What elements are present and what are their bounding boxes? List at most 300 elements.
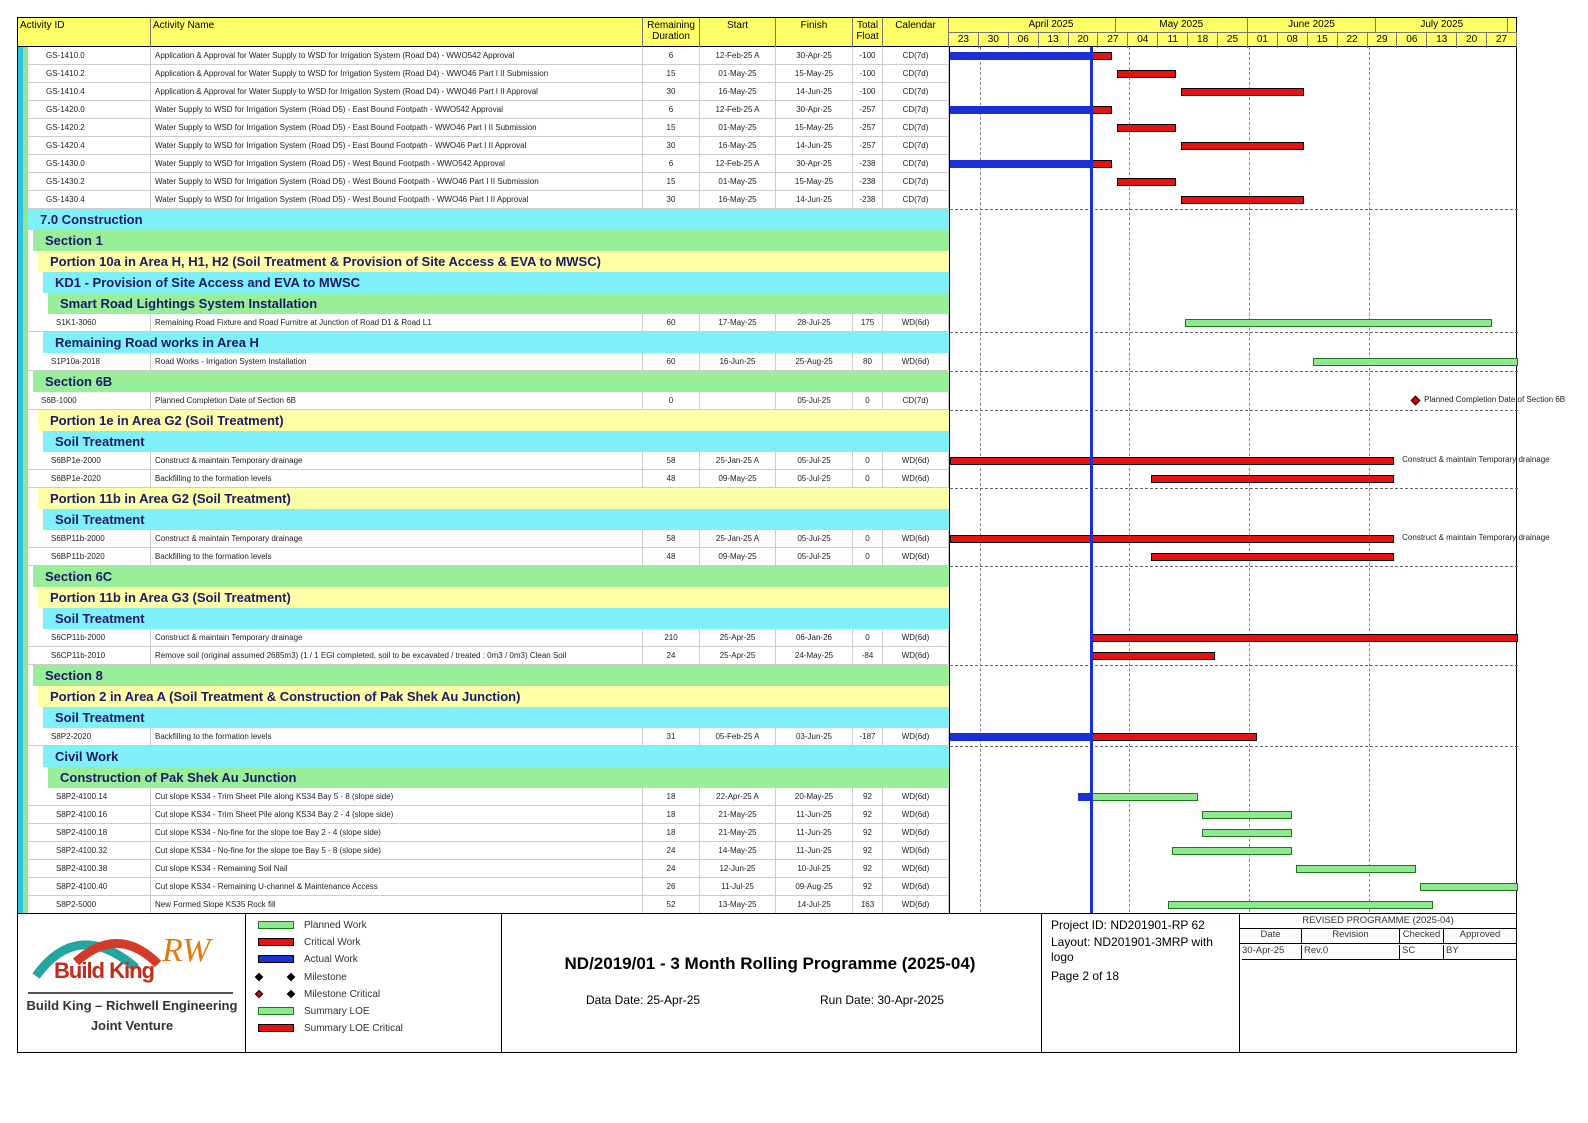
cell-total-float: 92 bbox=[853, 878, 883, 896]
rev-h-approved: Approved bbox=[1444, 929, 1516, 944]
table-row[interactable] bbox=[18, 101, 949, 119]
gantt-heading-band bbox=[950, 665, 1518, 686]
cell-activity-id: S8P2-4100.40 bbox=[52, 878, 151, 896]
cell-activity-name: Planned Completion Date of Section 6B bbox=[151, 392, 643, 410]
cell-remaining-duration: 6 bbox=[643, 155, 700, 173]
critical-bar[interactable] bbox=[1091, 52, 1112, 60]
cell-finish: 05-Jul-25 bbox=[776, 452, 853, 470]
gantt-vgridline bbox=[1249, 47, 1250, 942]
cell-total-float: 92 bbox=[853, 860, 883, 878]
rev-revision: Rev.0 bbox=[1302, 945, 1400, 960]
cell-remaining-duration: 58 bbox=[643, 530, 700, 548]
wbs-heading[interactable] bbox=[18, 371, 949, 392]
cell-activity-name: Cut slope KS34 - Remaining U-channel & Maintenance Access bbox=[151, 878, 643, 896]
cell-total-float: 92 bbox=[853, 788, 883, 806]
cell-activity-name: Cut slope KS34 - Trim Sheet Pile along KS34 Bay 2 - 4 (slope side) bbox=[151, 806, 643, 824]
month-label: July 2025 bbox=[1376, 18, 1508, 33]
table-row[interactable] bbox=[18, 806, 949, 824]
cell-calendar: CD(7d) bbox=[883, 191, 949, 209]
table-row[interactable] bbox=[18, 137, 949, 155]
week-label: 22 bbox=[1338, 33, 1368, 48]
cell-remaining-duration: 210 bbox=[643, 629, 700, 647]
cell-finish: 25-Aug-25 bbox=[776, 353, 853, 371]
gantt-heading-band bbox=[950, 746, 1518, 767]
cell-calendar: WD(6d) bbox=[883, 878, 949, 896]
cell-total-float: 80 bbox=[853, 353, 883, 371]
cell-remaining-duration: 48 bbox=[643, 470, 700, 488]
company-line-1: Build King – Richwell Engineering bbox=[26, 998, 238, 1013]
table-row[interactable] bbox=[18, 728, 949, 746]
cell-activity-name: Cut slope KS34 - No-fine for the slope toe Bay 5 - 8 (slope side) bbox=[151, 842, 643, 860]
critical-bar[interactable] bbox=[1091, 160, 1112, 168]
table-row[interactable] bbox=[18, 629, 949, 647]
wbs-heading-text: Portion 1e in Area G2 (Soil Treatment) bbox=[50, 413, 284, 428]
planned-bar[interactable] bbox=[1202, 811, 1292, 819]
gantt-gridline bbox=[950, 665, 1518, 666]
cell-start: 09-May-25 bbox=[700, 548, 776, 566]
gantt-gridline bbox=[950, 371, 1518, 372]
page-number: Page 2 of 18 bbox=[1051, 969, 1120, 983]
critical-bar[interactable] bbox=[1151, 553, 1394, 561]
cell-calendar: WD(6d) bbox=[883, 452, 949, 470]
table-row[interactable] bbox=[18, 47, 949, 65]
critical-bar[interactable] bbox=[1151, 475, 1394, 483]
gantt-heading-band bbox=[950, 251, 1518, 272]
cell-remaining-duration: 30 bbox=[643, 83, 700, 101]
wbs-heading[interactable] bbox=[18, 746, 949, 767]
table-row[interactable] bbox=[18, 353, 949, 371]
cell-start: 09-May-25 bbox=[700, 470, 776, 488]
week-label: 27 bbox=[1098, 33, 1128, 48]
cell-finish: 30-Apr-25 bbox=[776, 101, 853, 119]
table-row[interactable] bbox=[18, 788, 949, 806]
cell-total-float: 92 bbox=[853, 842, 883, 860]
data-date: Data Date: 25-Apr-25 bbox=[586, 993, 701, 1007]
schedule-body bbox=[17, 47, 1566, 942]
cell-calendar: CD(7d) bbox=[883, 392, 949, 410]
cell-start: 17-May-25 bbox=[700, 314, 776, 332]
wbs-heading-text: Portion 2 in Area A (Soil Treatment & Construction of Pak Shek Au Junction) bbox=[50, 689, 521, 704]
cell-remaining-duration: 31 bbox=[643, 728, 700, 746]
wbs-heading[interactable] bbox=[18, 608, 949, 629]
cell-total-float: 0 bbox=[853, 470, 883, 488]
wbs-heading[interactable] bbox=[18, 566, 949, 587]
gantt-heading-band bbox=[950, 293, 1518, 314]
gantt-chart bbox=[949, 47, 1566, 942]
wbs-heading[interactable] bbox=[18, 707, 949, 728]
critical-bar[interactable] bbox=[950, 457, 1394, 465]
wbs-heading-text: Construction of Pak Shek Au Junction bbox=[60, 770, 297, 785]
col-calendar[interactable]: Calendar bbox=[883, 18, 949, 48]
wbs-heading[interactable] bbox=[18, 209, 949, 230]
col-total-float[interactable]: Total Float bbox=[853, 18, 883, 48]
cell-total-float: 0 bbox=[853, 548, 883, 566]
wbs-heading[interactable] bbox=[18, 251, 949, 272]
legend-label: Summary LOE Critical bbox=[304, 1023, 403, 1035]
cell-activity-id: S6BP11b-2020 bbox=[47, 548, 151, 566]
cell-start: 05-Feb-25 A bbox=[700, 728, 776, 746]
critical-bar[interactable] bbox=[1117, 70, 1177, 78]
cell-start: 16-May-25 bbox=[700, 137, 776, 155]
rev-h-revision: Revision bbox=[1302, 929, 1400, 944]
week-label: 13 bbox=[1427, 33, 1457, 48]
layout-name: Layout: ND201901-3MRP with logo bbox=[1051, 935, 1213, 964]
wbs-heading-text: Soil Treatment bbox=[55, 434, 145, 449]
cell-total-float: -257 bbox=[853, 119, 883, 137]
cell-start: 12-Feb-25 A bbox=[700, 101, 776, 119]
cell-start: 21-May-25 bbox=[700, 824, 776, 842]
cell-start: 01-May-25 bbox=[700, 119, 776, 137]
legend-label: Actual Work bbox=[304, 954, 358, 966]
table-row[interactable] bbox=[18, 647, 949, 665]
cell-calendar: WD(6d) bbox=[883, 728, 949, 746]
week-label: 23 bbox=[949, 33, 979, 48]
cell-start: 01-May-25 bbox=[700, 173, 776, 191]
actual-bar[interactable] bbox=[950, 160, 1091, 168]
week-label: 04 bbox=[1128, 33, 1158, 48]
table-header bbox=[17, 17, 1517, 47]
cell-total-float: -100 bbox=[853, 65, 883, 83]
cell-activity-name: Construct & maintain Temporary drainage bbox=[151, 452, 643, 470]
cell-remaining-duration: 18 bbox=[643, 788, 700, 806]
cell-calendar: WD(6d) bbox=[883, 353, 949, 371]
table-row[interactable] bbox=[18, 470, 949, 488]
cell-remaining-duration: 15 bbox=[643, 65, 700, 83]
week-label: 29 bbox=[1368, 33, 1398, 48]
cell-start: 16-May-25 bbox=[700, 83, 776, 101]
legend-swatch bbox=[258, 1007, 294, 1015]
wbs-heading-text: Section 6C bbox=[45, 569, 113, 584]
table-row[interactable] bbox=[18, 452, 949, 470]
cell-remaining-duration: 15 bbox=[643, 119, 700, 137]
cell-activity-id: S1K1-3060 bbox=[52, 314, 151, 332]
cell-remaining-duration: 6 bbox=[643, 101, 700, 119]
cell-calendar: CD(7d) bbox=[883, 155, 949, 173]
table-row[interactable] bbox=[18, 530, 949, 548]
table-row[interactable] bbox=[18, 191, 949, 209]
cell-calendar: WD(6d) bbox=[883, 788, 949, 806]
cell-remaining-duration: 18 bbox=[643, 824, 700, 842]
wbs-heading[interactable] bbox=[18, 293, 949, 314]
week-label: 11 bbox=[1158, 33, 1188, 48]
cell-activity-id: GS-1420.4 bbox=[42, 137, 151, 155]
wbs-heading[interactable] bbox=[18, 767, 949, 788]
critical-bar[interactable] bbox=[1091, 106, 1112, 114]
cell-total-float: 175 bbox=[853, 314, 883, 332]
gantt-heading-band bbox=[950, 686, 1518, 707]
table-row[interactable] bbox=[18, 842, 949, 860]
gantt-gridline bbox=[950, 410, 1518, 411]
planned-bar[interactable] bbox=[1091, 793, 1198, 801]
cell-finish: 14-Jun-25 bbox=[776, 191, 853, 209]
critical-bar[interactable] bbox=[1117, 124, 1177, 132]
table-row[interactable] bbox=[18, 860, 949, 878]
cell-start: 16-Jun-25 bbox=[700, 353, 776, 371]
table-row[interactable] bbox=[18, 155, 949, 173]
cell-activity-id: GS-1410.4 bbox=[42, 83, 151, 101]
cell-activity-id: GS-1420.2 bbox=[42, 119, 151, 137]
legend-label: Milestone bbox=[304, 971, 347, 983]
cell-total-float: 0 bbox=[853, 629, 883, 647]
cell-finish: 05-Jul-25 bbox=[776, 548, 853, 566]
critical-bar[interactable] bbox=[1117, 178, 1177, 186]
wbs-heading[interactable] bbox=[18, 509, 949, 530]
gantt-heading-band bbox=[950, 587, 1518, 608]
planned-bar[interactable] bbox=[1313, 358, 1518, 366]
cell-remaining-duration: 18 bbox=[643, 806, 700, 824]
data-date-line bbox=[1090, 47, 1093, 942]
week-label: 15 bbox=[1308, 33, 1338, 48]
rev-h-checked: Checked bbox=[1400, 929, 1444, 944]
cell-start: 14-May-25 bbox=[700, 842, 776, 860]
cell-calendar: WD(6d) bbox=[883, 470, 949, 488]
wbs-heading-text: Portion 10a in Area H, H1, H2 (Soil Treatment & Provision of Site Access & EVA to MWSC) bbox=[50, 254, 601, 269]
cell-remaining-duration: 30 bbox=[643, 137, 700, 155]
table-row[interactable] bbox=[18, 65, 949, 83]
gantt-heading-band bbox=[950, 332, 1518, 353]
cell-total-float: -100 bbox=[853, 47, 883, 65]
cell-calendar: CD(7d) bbox=[883, 173, 949, 191]
wbs-heading[interactable] bbox=[18, 587, 949, 608]
cell-total-float: 92 bbox=[853, 824, 883, 842]
cell-activity-id: GS-1420.0 bbox=[42, 101, 151, 119]
programme-title: ND/2019/01 - 3 Month Rolling Programme (2025-04) bbox=[564, 954, 976, 973]
wbs-heading-text: Section 8 bbox=[45, 668, 103, 683]
cell-calendar: WD(6d) bbox=[883, 548, 949, 566]
gantt-heading-band bbox=[950, 767, 1518, 788]
cell-activity-name: Water Supply to WSD for Irrigation System (Road D5) - West Bound Footpath - WWO46 Part I II Submission bbox=[151, 173, 643, 191]
cell-finish: 11-Jun-25 bbox=[776, 824, 853, 842]
cell-activity-id: GS-1410.2 bbox=[42, 65, 151, 83]
milestone-critical-icon bbox=[287, 990, 295, 998]
legend-swatch bbox=[258, 921, 294, 929]
critical-bar[interactable] bbox=[1091, 634, 1518, 642]
legend-swatch bbox=[258, 955, 294, 963]
cell-finish: 28-Jul-25 bbox=[776, 314, 853, 332]
cell-calendar: WD(6d) bbox=[883, 806, 949, 824]
schedule-sheet bbox=[17, 17, 1566, 1071]
cell-activity-name: Application & Approval for Water Supply to WSD for Irrigation System (Road D4) - WWO46 Part I II Submission bbox=[151, 65, 643, 83]
cell-activity-id: S8P2-4100.32 bbox=[52, 842, 151, 860]
legend-label: Summary LOE bbox=[304, 1006, 370, 1017]
wbs-heading-text: Civil Work bbox=[55, 749, 119, 764]
rev-date: 30-Apr-25 bbox=[1242, 945, 1302, 960]
cell-start: 12-Feb-25 A bbox=[700, 155, 776, 173]
cell-remaining-duration: 60 bbox=[643, 353, 700, 371]
cell-activity-id: GS-1430.4 bbox=[42, 191, 151, 209]
actual-bar[interactable] bbox=[950, 106, 1091, 114]
table-row[interactable] bbox=[18, 173, 949, 191]
wbs-heading[interactable] bbox=[18, 230, 949, 251]
cell-finish: 06-Jan-26 bbox=[776, 629, 853, 647]
col-finish[interactable]: Finish bbox=[776, 18, 853, 48]
gantt-heading-band bbox=[950, 371, 1518, 392]
cell-start: 12-Feb-25 A bbox=[700, 47, 776, 65]
cell-activity-name: Construct & maintain Temporary drainage bbox=[151, 629, 643, 647]
cell-calendar: WD(6d) bbox=[883, 647, 949, 665]
wbs-heading[interactable] bbox=[18, 332, 949, 353]
cell-activity-name: New Formed Slope KS35 Rock fill bbox=[151, 896, 643, 914]
cell-calendar: CD(7d) bbox=[883, 119, 949, 137]
col-start[interactable]: Start bbox=[700, 18, 776, 48]
month-label: May 2025 bbox=[1116, 18, 1248, 33]
cell-start: 12-Jun-25 bbox=[700, 860, 776, 878]
week-label: 08 bbox=[1278, 33, 1308, 48]
gantt-heading-band bbox=[950, 707, 1518, 728]
planned-bar[interactable] bbox=[1420, 883, 1518, 891]
gantt-heading-band bbox=[950, 410, 1518, 431]
planned-bar[interactable] bbox=[1168, 901, 1433, 909]
cell-start: 25-Apr-25 bbox=[700, 629, 776, 647]
revised-title: REVISED PROGRAMME (2025-04) bbox=[1240, 915, 1516, 929]
cell-activity-id: S6B-1000 bbox=[37, 392, 151, 410]
cell-finish: 15-May-25 bbox=[776, 173, 853, 191]
cell-finish: 20-May-25 bbox=[776, 788, 853, 806]
cell-finish: 30-Apr-25 bbox=[776, 155, 853, 173]
cell-activity-name: Cut slope KS34 - No-fine for the slope toe Bay 2 - 4 (slope side) bbox=[151, 824, 643, 842]
table-row[interactable] bbox=[18, 548, 949, 566]
gantt-gridline bbox=[950, 332, 1518, 333]
cell-activity-id: S8P2-4100.18 bbox=[52, 824, 151, 842]
cell-finish: 24-May-25 bbox=[776, 647, 853, 665]
table-row[interactable] bbox=[18, 896, 949, 914]
cell-activity-id: GS-1430.2 bbox=[42, 173, 151, 191]
cell-remaining-duration: 52 bbox=[643, 896, 700, 914]
table-row[interactable] bbox=[18, 392, 949, 410]
legend-box bbox=[246, 914, 502, 1052]
gantt-heading-band bbox=[950, 608, 1518, 629]
col-remaining-duration[interactable]: Remaining Duration bbox=[643, 18, 700, 48]
cell-remaining-duration: 0 bbox=[643, 392, 700, 410]
project-box bbox=[1042, 914, 1240, 1052]
cell-activity-name: Water Supply to WSD for Irrigation System (Road D5) - West Bound Footpath - WWO542 Approval bbox=[151, 155, 643, 173]
actual-bar[interactable] bbox=[950, 733, 1091, 741]
gantt-bar-label: Construct & maintain Temporary drainage bbox=[1402, 533, 1550, 542]
cell-activity-name: Backfilling to the formation levels bbox=[151, 470, 643, 488]
milestone-critical-icon[interactable] bbox=[1411, 396, 1421, 406]
col-activity-id[interactable]: Activity ID bbox=[18, 18, 151, 48]
cell-total-float: 0 bbox=[853, 452, 883, 470]
cell-activity-name: Water Supply to WSD for Irrigation System (Road D5) - East Bound Footpath - WWO46 Part I II Submission bbox=[151, 119, 643, 137]
cell-start: 13-May-25 bbox=[700, 896, 776, 914]
wbs-heading-text: 7.0 Construction bbox=[40, 212, 143, 227]
cell-activity-name: Remove soil (original assumed 2685m3) (1 / 1 EGI completed, soil to be excavated / treated : 0m3 / 0m3) Clean Soil bbox=[151, 647, 643, 665]
table-row[interactable] bbox=[18, 314, 949, 332]
run-date: Run Date: 30-Apr-2025 bbox=[820, 993, 945, 1007]
cell-activity-id: S6CP11b-2010 bbox=[47, 647, 151, 665]
cell-finish: 05-Jul-25 bbox=[776, 470, 853, 488]
planned-bar[interactable] bbox=[1185, 319, 1492, 327]
legend-swatch bbox=[258, 938, 294, 946]
cell-calendar: WD(6d) bbox=[883, 314, 949, 332]
wbs-heading-text: Portion 11b in Area G3 (Soil Treatment) bbox=[50, 590, 291, 605]
gantt-heading-band bbox=[950, 509, 1518, 530]
cell-activity-name: Application & Approval for Water Supply to WSD for Irrigation System (Road D4) - WWO542 Approval bbox=[151, 47, 643, 65]
critical-bar[interactable] bbox=[1181, 196, 1305, 204]
cell-start bbox=[700, 392, 776, 410]
wbs-heading[interactable] bbox=[18, 488, 949, 509]
cell-total-float: -257 bbox=[853, 101, 883, 119]
cell-activity-name: Water Supply to WSD for Irrigation System (Road D5) - East Bound Footpath - WWO46 Part I II Approval bbox=[151, 137, 643, 155]
cell-finish: 14-Jul-25 bbox=[776, 896, 853, 914]
milestone-icon bbox=[287, 972, 295, 980]
col-activity-name[interactable]: Activity Name bbox=[151, 18, 643, 48]
table-row[interactable] bbox=[18, 878, 949, 896]
wbs-heading[interactable] bbox=[18, 665, 949, 686]
critical-bar[interactable] bbox=[1091, 652, 1215, 660]
cell-finish: 05-Jul-25 bbox=[776, 392, 853, 410]
wbs-heading[interactable] bbox=[18, 686, 949, 707]
cell-activity-name: Road Works - Irrigation System Installation bbox=[151, 353, 643, 371]
cell-total-float: -84 bbox=[853, 647, 883, 665]
planned-bar[interactable] bbox=[1202, 829, 1292, 837]
week-label: 18 bbox=[1188, 33, 1218, 48]
cell-activity-name: Water Supply to WSD for Irrigation System (Road D5) - West Bound Footpath - WWO46 Part I II Approval bbox=[151, 191, 643, 209]
cell-finish: 05-Jul-25 bbox=[776, 530, 853, 548]
table-row[interactable] bbox=[18, 824, 949, 842]
cell-remaining-duration: 48 bbox=[643, 548, 700, 566]
critical-bar[interactable] bbox=[1091, 733, 1258, 741]
gantt-gridline bbox=[950, 488, 1518, 489]
cell-remaining-duration: 15 bbox=[643, 173, 700, 191]
critical-bar[interactable] bbox=[950, 535, 1394, 543]
cell-total-float: -238 bbox=[853, 173, 883, 191]
cell-activity-id: S8P2-4100.38 bbox=[52, 860, 151, 878]
planned-bar[interactable] bbox=[1172, 847, 1292, 855]
actual-bar[interactable] bbox=[950, 52, 1091, 60]
cell-start: 22-Apr-25 A bbox=[700, 788, 776, 806]
wbs-heading[interactable] bbox=[18, 410, 949, 431]
wbs-heading[interactable] bbox=[18, 272, 949, 293]
cell-remaining-duration: 24 bbox=[643, 860, 700, 878]
cell-activity-id: S8P2-4100.16 bbox=[52, 806, 151, 824]
cell-activity-name: Water Supply to WSD for Irrigation System (Road D5) - East Bound Footpath - WWO542 Approval bbox=[151, 101, 643, 119]
cell-finish: 30-Apr-25 bbox=[776, 47, 853, 65]
cell-total-float: -257 bbox=[853, 137, 883, 155]
cell-start: 11-Jul-25 bbox=[700, 878, 776, 896]
gantt-bar-label: Planned Completion Date of Section 6B bbox=[1424, 395, 1566, 404]
cell-calendar: WD(6d) bbox=[883, 824, 949, 842]
wbs-heading-text: Section 6B bbox=[45, 374, 113, 389]
cell-finish: 14-Jun-25 bbox=[776, 137, 853, 155]
week-label: 25 bbox=[1218, 33, 1248, 48]
planned-bar[interactable] bbox=[1296, 865, 1416, 873]
rev-checked: SC bbox=[1400, 945, 1444, 960]
week-label: 30 bbox=[979, 33, 1009, 48]
cell-start: 16-May-25 bbox=[700, 191, 776, 209]
week-label: 20 bbox=[1457, 33, 1487, 48]
cell-activity-name: Backfilling to the formation levels bbox=[151, 728, 643, 746]
cell-finish: 14-Jun-25 bbox=[776, 83, 853, 101]
critical-bar[interactable] bbox=[1181, 88, 1305, 96]
week-label: 27 bbox=[1487, 33, 1517, 48]
cell-remaining-duration: 58 bbox=[643, 452, 700, 470]
logo-box bbox=[18, 914, 246, 1052]
legend-swatch bbox=[258, 1024, 294, 1032]
cell-start: 01-May-25 bbox=[700, 65, 776, 83]
table-row[interactable] bbox=[18, 119, 949, 137]
week-label: 06 bbox=[1397, 33, 1427, 48]
cell-total-float: 0 bbox=[853, 530, 883, 548]
critical-bar[interactable] bbox=[1181, 142, 1305, 150]
wbs-heading-text: Smart Road Lightings System Installation bbox=[60, 296, 318, 311]
wbs-heading[interactable] bbox=[18, 431, 949, 452]
cell-activity-id: S1P10a-2018 bbox=[47, 353, 151, 371]
milestone-critical-icon bbox=[255, 990, 263, 998]
cell-finish: 15-May-25 bbox=[776, 65, 853, 83]
cell-start: 25-Jan-25 A bbox=[700, 530, 776, 548]
table-row[interactable] bbox=[18, 83, 949, 101]
